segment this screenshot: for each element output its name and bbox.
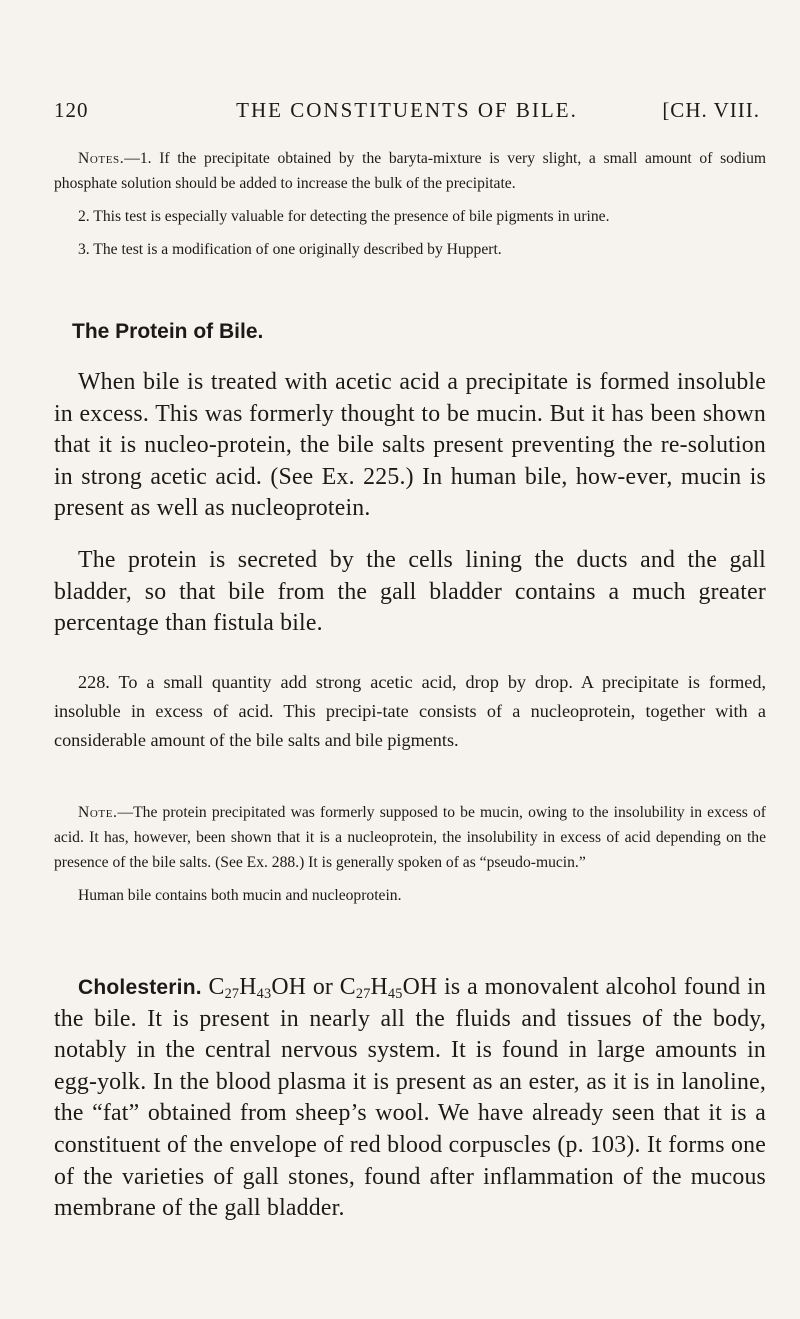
formula-2: $C_{27}H_{45}OH$ — [339, 974, 438, 1002]
note-2: 2. This test is especially valuable for detecting the presence of bile pigments in urine. — [78, 208, 610, 225]
notes-label: Notes. — [78, 150, 125, 167]
chapter-label: [CH. VIII. — [662, 98, 760, 122]
protein-paragraph-2: The protein is secreted by the cells lining the ducts and the gall bladder, so that bile from the gall bladder contains a much greater percentage than fistula bile. — [54, 547, 766, 637]
formula-1: $C_{27}H_{43}OH$ — [208, 974, 307, 1002]
page-number: 120 — [54, 98, 89, 122]
note-text: Note.—The protein precipitated was formerly supposed to be mucin, owing to the insolubility in excess of acid. It has, however, been shown that it is a nucleoprotein, the insolubility in excess of acid depending on the presence of the bile salts. (See Ex. 288.) It is generally spoken of as “pseudo-mucin.” — [54, 804, 766, 871]
section-heading: The Protein of Bile. — [72, 320, 264, 343]
note-3: 3. The test is a modification of one originally described by Huppert. — [78, 241, 502, 258]
notes-block — [54, 146, 766, 262]
cholesterin-paragraph: Cholesterin. $C_{27}H_{43}OH$ or $C_{27}H_{45}OH$ is a monovalent alcohol found in the bile. It is present in nearly all the fluids and tissues of the body, notably in the central nervous system. It is found in large amounts in egg-yolk. In the blood plasma it is present as an ester, as it is in lanoline, the “fat” obtained from sheep’s wool. We have already seen that it is a constituent of the envelope of red blood corpuscles (p. 103). It forms one of the varieties of gall stones, found after inflammation of the mucous membrane of the gall bladder. — [54, 974, 766, 1222]
experiment-228: 228. To a small quantity add strong acetic acid, drop by drop. A precipitate is formed, insoluble in excess of acid. This precipi-tate consists of a nucleoprotein, together with a considerable amount of the bile salts and bile pigments. — [54, 672, 766, 750]
note-block — [54, 800, 766, 908]
running-title: THE CONSTITUENTS OF BILE. — [236, 98, 578, 122]
note-extra: Human bile contains both mucin and nucleoprotein. — [78, 887, 402, 904]
protein-paragraph-1: When bile is treated with acetic acid a precipitate is formed insoluble in excess. This was formerly thought to be mucin. But it has been shown that it is nucleo-protein, the bile salts present preventing the re-solution in strong acetic acid. (See Ex. 225.) In human bile, how-ever, mucin is present as well as nucleoprotein. — [54, 369, 766, 522]
cholesterin-text: is a monovalent alcohol found in the bile. It is present in nearly all the fluids and tissues of the body, notably in the central nervous system. It is found in large amounts in egg-yolk. In the blood plasma it is present as an ester, as it is in lanoline, the “fat” obtained from sheep’s wool. We have already seen that it is a constituent of the envelope of red blood corpuscles (p. 103). It forms one of the varieties of gall stones, found after inflammation of the mucous membrane of the gall bladder. — [54, 974, 766, 1222]
note-1: Notes.—1. If the precipitate obtained by the baryta-mixture is very slight, a small amount of sodium phosphate solution should be added to increase the bulk of the precipitate. — [54, 150, 766, 192]
note-label: Note. — [78, 804, 118, 821]
cholesterin-lead: Cholesterin. — [78, 976, 202, 999]
running-header — [54, 98, 760, 128]
